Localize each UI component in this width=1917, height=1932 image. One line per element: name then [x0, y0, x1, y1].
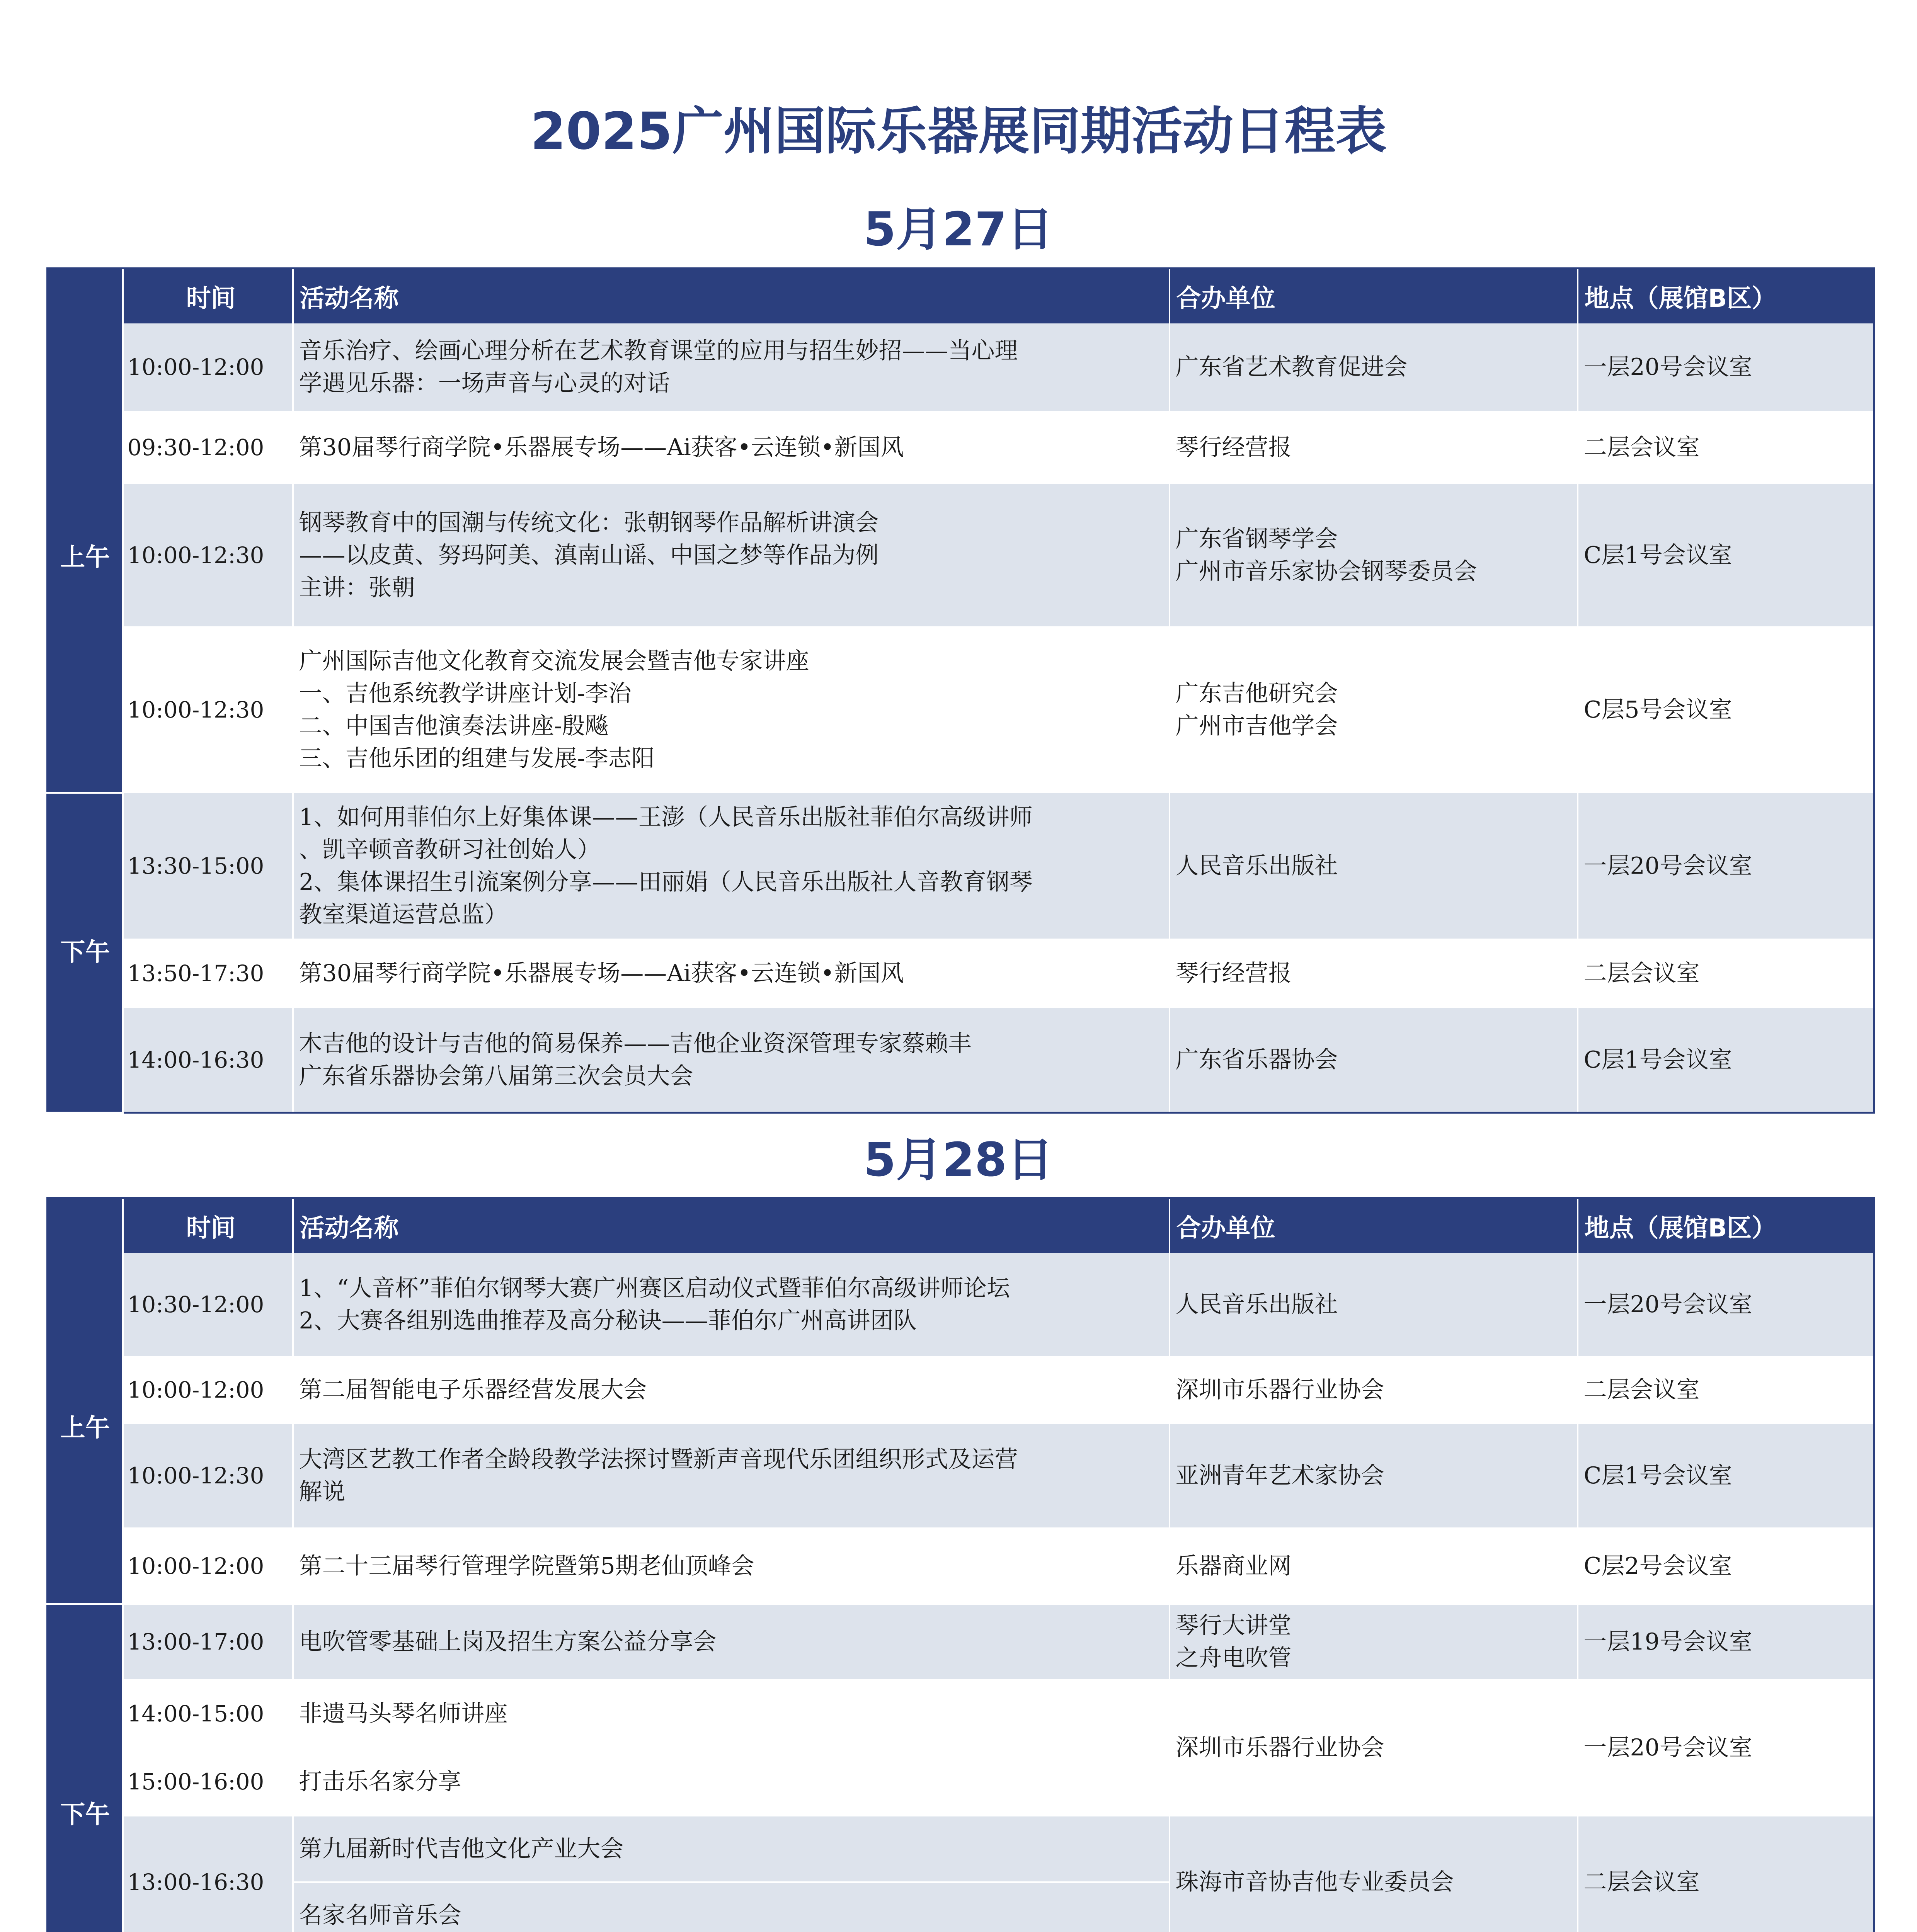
activity-cell: 非遗马头琴名师讲座	[293, 1680, 1170, 1748]
table-row	[48, 939, 1874, 1007]
location-cell: 一层20号会议室	[1578, 1253, 1874, 1357]
activity-cell: 大湾区艺教工作者全龄段教学法探讨暨新声音现代乐团组织形式及运营 解说	[293, 1423, 1170, 1528]
activity-cell: 木吉他的设计与吉他的简易保养——吉他企业资深管理专家蔡赖丰 广东省乐器协会第八届第三次会员大会	[293, 1007, 1170, 1112]
location-cell: 一层20号会议室	[1578, 323, 1874, 412]
organizer-cell: 珠海市音协吉他专业委员会	[1170, 1816, 1578, 1932]
table-row	[48, 1253, 1874, 1357]
header-time: 时间	[123, 1198, 293, 1253]
table-row	[48, 323, 1874, 412]
location-cell: 一层20号会议室	[1578, 1680, 1874, 1816]
schedule-table-0527	[46, 267, 1875, 1114]
activity-cell: 名家名师音乐会	[293, 1882, 1170, 1932]
table-row	[48, 793, 1874, 939]
organizer-cell: 乐器商业网	[1170, 1528, 1578, 1604]
time-cell: 13:50-17:30	[123, 939, 293, 1007]
activity-cell: 第二十三届琴行管理学院暨第5期老仙顶峰会	[293, 1528, 1170, 1604]
header-activity: 活动名称	[293, 1198, 1170, 1253]
table-row	[48, 1528, 1874, 1604]
activity-cell: 音乐治疗、绘画心理分析在艺术教育课堂的应用与招生妙招——当心理 学遇见乐器：一场声音与心灵的对话	[293, 323, 1170, 412]
header-period	[48, 1198, 123, 1253]
time-cell: 10:00-12:30	[123, 1423, 293, 1528]
header-period	[48, 269, 123, 324]
organizer-cell: 琴行大讲堂 之舟电吹管	[1170, 1604, 1578, 1680]
table-row	[48, 1604, 1874, 1680]
time-cell: 10:00-12:00	[123, 1528, 293, 1604]
activity-cell: 第二届智能电子乐器经营发展大会	[293, 1357, 1170, 1423]
time-cell: 13:00-17:00	[123, 1604, 293, 1680]
time-cell: 10:00-12:30	[123, 483, 293, 627]
organizer-cell: 琴行经营报	[1170, 939, 1578, 1007]
table-row	[48, 1816, 1874, 1882]
location-cell: 一层19号会议室	[1578, 1604, 1874, 1680]
activity-cell: 电吹管零基础上岗及招生方案公益分享会	[293, 1604, 1170, 1680]
table-header	[48, 269, 1874, 324]
day-title-0527: 5月27日	[863, 203, 1054, 257]
organizer-cell: 深圳市乐器行业协会	[1170, 1357, 1578, 1423]
location-cell: 二层会议室	[1578, 1357, 1874, 1423]
organizer-cell: 琴行经营报	[1170, 412, 1578, 483]
activity-cell: 广州国际吉他文化教育交流发展会暨吉他专家讲座 一、吉他系统教学讲座计划-李治 二、中国吉他演奏法讲座-殷飚 三、吉他乐团的组建与发展-李志阳	[293, 627, 1170, 793]
time-cell: 10:00-12:00	[123, 1357, 293, 1423]
time-cell: 13:30-15:00	[123, 793, 293, 939]
location-cell: C层1号会议室	[1578, 483, 1874, 627]
activity-cell: 第30届琴行商学院•乐器展专场——Ai获客•云连锁•新国风	[293, 939, 1170, 1007]
time-cell: 14:00-15:00	[123, 1680, 293, 1748]
header-location: 地点（展馆B区）	[1578, 1198, 1874, 1253]
location-cell: C层1号会议室	[1578, 1423, 1874, 1528]
day-title-0528: 5月28日	[863, 1133, 1054, 1187]
location-cell: 二层会议室	[1578, 939, 1874, 1007]
organizer-cell: 亚洲青年艺术家协会	[1170, 1423, 1578, 1528]
location-cell: C层2号会议室	[1578, 1528, 1874, 1604]
organizer-cell: 人民音乐出版社	[1170, 1253, 1578, 1357]
time-cell: 10:00-12:00	[123, 323, 293, 412]
organizer-cell: 广东省乐器协会	[1170, 1007, 1578, 1112]
activity-cell: 钢琴教育中的国潮与传统文化：张朝钢琴作品解析讲演会 ——以皮黄、努玛阿美、滇南山谣、中国之梦等作品为例 主讲：张朝	[293, 483, 1170, 627]
location-cell: 二层会议室	[1578, 1816, 1874, 1932]
location-cell: C层5号会议室	[1578, 627, 1874, 793]
table-row	[48, 1423, 1874, 1528]
table-row	[48, 627, 1874, 793]
period-am: 上午	[48, 323, 123, 793]
header-activity: 活动名称	[293, 269, 1170, 324]
time-cell: 10:00-12:30	[123, 627, 293, 793]
organizer-cell: 深圳市乐器行业协会	[1170, 1680, 1578, 1816]
period-pm: 下午	[48, 1604, 123, 1932]
time-cell: 14:00-16:30	[123, 1007, 293, 1112]
activity-cell: 1、如何用菲伯尔上好集体课——王澎（人民音乐出版社菲伯尔高级讲师 、凯辛顿音教研习社创始人） 2、集体课招生引流案例分享——田丽娟（人民音乐出版社人音教育钢琴 教室渠道运营总监）	[293, 793, 1170, 939]
page-title: 2025广州国际乐器展同期活动日程表	[530, 102, 1387, 161]
activity-cell: 打击乐名家分享	[293, 1748, 1170, 1816]
organizer-cell: 广东省艺术教育促进会	[1170, 323, 1578, 412]
activity-cell: 第30届琴行商学院•乐器展专场——Ai获客•云连锁•新国风	[293, 412, 1170, 483]
time-cell: 10:30-12:00	[123, 1253, 293, 1357]
activity-cell: 第九届新时代吉他文化产业大会	[293, 1816, 1170, 1882]
period-pm: 下午	[48, 793, 123, 1112]
header-location: 地点（展馆B区）	[1578, 269, 1874, 324]
location-cell: 二层会议室	[1578, 412, 1874, 483]
header-time: 时间	[123, 269, 293, 324]
table-row	[48, 1007, 1874, 1112]
table-row	[48, 483, 1874, 627]
organizer-cell: 人民音乐出版社	[1170, 793, 1578, 939]
table-row	[48, 1357, 1874, 1423]
time-cell: 13:00-16:30	[123, 1816, 293, 1932]
organizer-cell: 广东省钢琴学会 广州市音乐家协会钢琴委员会	[1170, 483, 1578, 627]
location-cell: 一层20号会议室	[1578, 793, 1874, 939]
period-am: 上午	[48, 1253, 123, 1604]
schedule-table-0528	[46, 1197, 1875, 1932]
location-cell: C层1号会议室	[1578, 1007, 1874, 1112]
header-organizer: 合办单位	[1170, 269, 1578, 324]
activity-cell: 1、“人音杯”菲伯尔钢琴大赛广州赛区启动仪式暨菲伯尔高级讲师论坛 2、大赛各组别选曲推荐及高分秘诀——菲伯尔广州高讲团队	[293, 1253, 1170, 1357]
table-row	[48, 1680, 1874, 1748]
organizer-cell: 广东吉他研究会 广州市吉他学会	[1170, 627, 1578, 793]
table-row	[48, 412, 1874, 483]
header-organizer: 合办单位	[1170, 1198, 1578, 1253]
table-header	[48, 1198, 1874, 1253]
time-cell: 09:30-12:00	[123, 412, 293, 483]
time-cell: 15:00-16:00	[123, 1748, 293, 1816]
